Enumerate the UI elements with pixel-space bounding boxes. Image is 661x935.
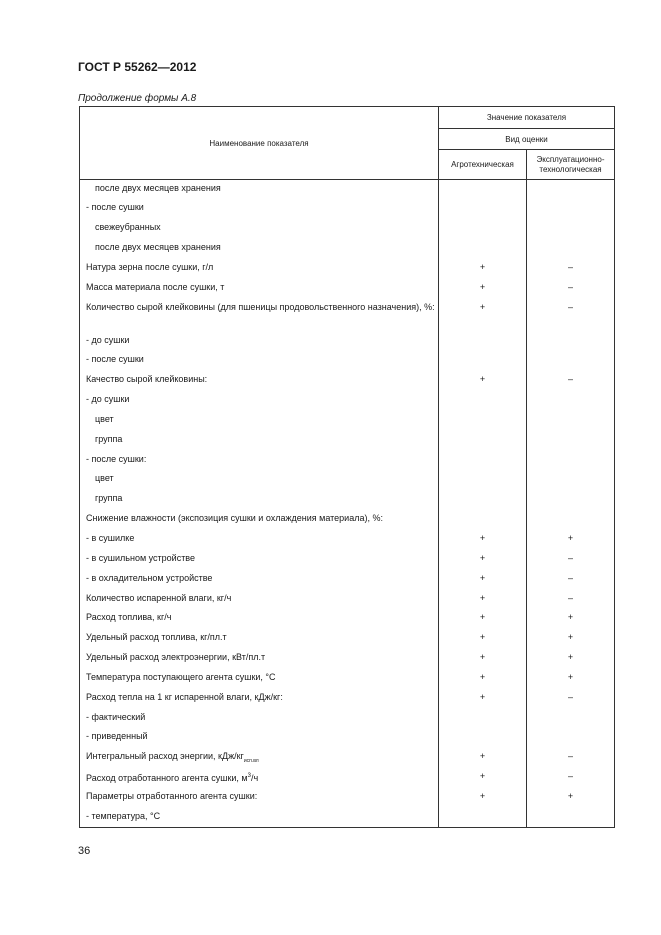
operational-mark [527, 391, 615, 411]
operational-mark [527, 411, 615, 431]
operational-mark [527, 199, 615, 219]
indicator-name-cell [80, 649, 439, 669]
indicator-name: после двух месяцев хранения [95, 183, 221, 193]
operational-mark: – [527, 590, 615, 610]
agrotechnical-mark: + [439, 259, 527, 279]
operational-mark [527, 239, 615, 259]
header-evaluation-type: Вид оценки [439, 129, 615, 150]
indicator-name-cell [80, 550, 439, 570]
operational-mark [527, 451, 615, 471]
table-row [80, 299, 615, 332]
operational-mark: + [527, 649, 615, 669]
indicator-name-cell [80, 748, 439, 768]
header-agrotechnical: Агротехническая [439, 150, 527, 180]
operational-mark: – [527, 279, 615, 299]
operational-mark: – [527, 570, 615, 590]
indicator-name-cell [80, 351, 439, 371]
indicator-name: - до сушки [86, 394, 130, 405]
indicator-name: цвет [95, 413, 114, 424]
agrotechnical-mark: + [439, 371, 527, 391]
agrotechnical-mark [439, 239, 527, 259]
indicator-name: - в сушилке [86, 533, 135, 543]
indicator-name: Интегральный расход энергии, кДж/кг [86, 751, 244, 762]
header-operational-line1: Эксплуатационно- [536, 154, 605, 164]
unit-subscript: исп.вл [243, 758, 259, 765]
indicator-name-cell [80, 689, 439, 709]
agrotechnical-mark [439, 180, 527, 200]
agrotechnical-mark: + [439, 299, 527, 332]
table-row [80, 510, 615, 530]
indicator-name: цвет [95, 473, 114, 484]
agrotechnical-mark: + [439, 669, 527, 689]
table-row [80, 259, 615, 279]
indicator-name: Количество испаренной влаги, кг/ч [86, 592, 232, 603]
table-row [80, 808, 615, 828]
indicator-name: Параметры отработанного агента сушки: [86, 790, 258, 801]
indicator-name-cell [80, 768, 439, 788]
indicator-name-cell [80, 470, 439, 490]
operational-mark [527, 219, 615, 239]
indicator-name: - после сушки: [86, 453, 147, 464]
indicator-name: Удельный расход электроэнергии, кВт/пл.т [86, 652, 266, 663]
indicator-name-cell [80, 728, 439, 748]
indicator-name: Масса материала после сушки, т [86, 281, 225, 292]
operational-mark: – [527, 299, 615, 332]
operational-mark: – [527, 371, 615, 391]
operational-mark: – [527, 550, 615, 570]
table-row [80, 391, 615, 411]
indicator-name: - после сушки [86, 202, 144, 213]
indicator-name-cell [80, 391, 439, 411]
indicator-name-cell [80, 199, 439, 219]
operational-mark: – [527, 259, 615, 279]
operational-mark [527, 351, 615, 371]
indicator-name: Качество сырой клейковины: [86, 374, 208, 385]
operational-mark: – [527, 748, 615, 768]
operational-mark [527, 490, 615, 510]
indicator-name: - температура, °С [86, 810, 161, 821]
indicator-name-cell [80, 431, 439, 451]
agrotechnical-mark: + [439, 768, 527, 788]
indicator-name-cell [80, 590, 439, 610]
table-row [80, 728, 615, 748]
agrotechnical-mark [439, 199, 527, 219]
table-row [80, 279, 615, 299]
indicator-name-cell [80, 709, 439, 729]
agrotechnical-mark [439, 431, 527, 451]
indicator-name: Снижение влажности (экспозиция сушки и охлаждения материала), %: [86, 513, 383, 524]
table-row [80, 351, 615, 371]
indicator-name: - приведенный [86, 731, 148, 742]
indicator-name: Количество сырой клейковины (для пшеницы продовольственного назначения), %: [86, 301, 435, 312]
operational-mark [527, 728, 615, 748]
operational-mark [527, 180, 615, 200]
agrotechnical-mark [439, 470, 527, 490]
agrotechnical-mark: + [439, 649, 527, 669]
table-row [80, 530, 615, 550]
indicator-name: - в сушильном устройстве [86, 552, 195, 563]
table-row [80, 709, 615, 729]
table-row [80, 199, 615, 219]
table-row [80, 239, 615, 259]
indicator-name-cell [80, 239, 439, 259]
indicator-name: - фактический [86, 711, 146, 722]
table-row [80, 371, 615, 391]
page-number: 36 [78, 845, 91, 857]
unit-superscript: 3 [247, 773, 251, 780]
indicator-name-cell [80, 259, 439, 279]
indicator-name-cell [80, 299, 439, 332]
agrotechnical-mark [439, 411, 527, 431]
indicator-name-cell [80, 279, 439, 299]
table-row [80, 768, 615, 788]
indicator-name-cell [80, 570, 439, 590]
header-operational [527, 150, 615, 180]
operational-mark: + [527, 609, 615, 629]
agrotechnical-mark [439, 510, 527, 530]
indicator-name: после двух месяцев хранения [95, 242, 221, 253]
agrotechnical-mark [439, 219, 527, 239]
table-row [80, 590, 615, 610]
indicator-name: Температура поступающего агента сушки, °С [86, 671, 276, 682]
table-row [80, 332, 615, 352]
table-caption: Продолжение формы А.8 [78, 93, 197, 104]
indicator-name-cell [80, 609, 439, 629]
indicator-name: - в охладительном устройстве [86, 572, 213, 583]
operational-mark: + [527, 530, 615, 550]
agrotechnical-mark: + [439, 590, 527, 610]
agrotechnical-mark [439, 332, 527, 352]
table-row [80, 490, 615, 510]
operational-mark [527, 431, 615, 451]
document-code: ГОСТ Р 55262—2012 [78, 60, 197, 74]
table-row [80, 550, 615, 570]
indicator-name: Натура зерна после сушки, г/л [86, 261, 214, 272]
table-row [80, 219, 615, 239]
operational-mark [527, 332, 615, 352]
indicator-name-cell [80, 411, 439, 431]
agrotechnical-mark: + [439, 530, 527, 550]
header-indicator-value: Значение показателя [439, 107, 615, 129]
indicator-name-cell [80, 371, 439, 391]
indicator-name-cell [80, 332, 439, 352]
table-row [80, 180, 615, 200]
operational-mark: – [527, 689, 615, 709]
indicator-name: группа [95, 433, 123, 444]
table-row [80, 748, 615, 768]
table-row [80, 629, 615, 649]
agrotechnical-mark [439, 728, 527, 748]
operational-mark: + [527, 629, 615, 649]
agrotechnical-mark [439, 391, 527, 411]
agrotechnical-mark [439, 808, 527, 828]
indicator-name: Расход тепла на 1 кг испаренной влаги, кДж/кг: [86, 691, 283, 702]
agrotechnical-mark: + [439, 788, 527, 808]
indicator-name-cell [80, 788, 439, 808]
table-row [80, 411, 615, 431]
agrotechnical-mark: + [439, 629, 527, 649]
agrotechnical-mark: + [439, 279, 527, 299]
agrotechnical-mark [439, 351, 527, 371]
header-indicator-name: Наименование показателя [80, 107, 439, 180]
operational-mark: + [527, 788, 615, 808]
indicator-name-cell [80, 808, 439, 828]
agrotechnical-mark: + [439, 689, 527, 709]
indicator-name-cell [80, 510, 439, 530]
header-operational-line2: технологическая [539, 164, 602, 174]
indicator-name: Расход отработанного агента сушки, м [86, 773, 248, 784]
operational-mark [527, 470, 615, 490]
agrotechnical-mark: + [439, 748, 527, 768]
indicator-name: Удельный расход топлива, кг/пл.т [86, 632, 227, 643]
indicator-name-cell [80, 219, 439, 239]
agrotechnical-mark: + [439, 570, 527, 590]
agrotechnical-mark [439, 451, 527, 471]
indicator-name-cell [80, 530, 439, 550]
table-row [80, 609, 615, 629]
indicator-name: - после сушки [86, 354, 144, 365]
unit-tail: /ч [250, 773, 259, 784]
table-row [80, 470, 615, 490]
table-row [80, 570, 615, 590]
table-row [80, 788, 615, 808]
indicator-name: группа [95, 493, 123, 504]
indicator-name-cell [80, 451, 439, 471]
table-row [80, 669, 615, 689]
indicator-name: Расход топлива, кг/ч [86, 612, 172, 623]
table-row [80, 451, 615, 471]
indicator-table [79, 106, 615, 828]
indicator-name-cell [80, 669, 439, 689]
agrotechnical-mark [439, 490, 527, 510]
indicator-name: свежеубранных [95, 222, 161, 233]
indicator-name: - до сушки [86, 334, 130, 345]
operational-mark: – [527, 768, 615, 788]
operational-mark [527, 709, 615, 729]
indicator-name-cell [80, 629, 439, 649]
agrotechnical-mark: + [439, 609, 527, 629]
operational-mark: + [527, 669, 615, 689]
operational-mark [527, 510, 615, 530]
indicator-name-cell [80, 490, 439, 510]
table-row [80, 431, 615, 451]
operational-mark [527, 808, 615, 828]
table-row [80, 689, 615, 709]
indicator-name-cell [80, 180, 439, 200]
agrotechnical-mark: + [439, 550, 527, 570]
table-row [80, 649, 615, 669]
agrotechnical-mark [439, 709, 527, 729]
